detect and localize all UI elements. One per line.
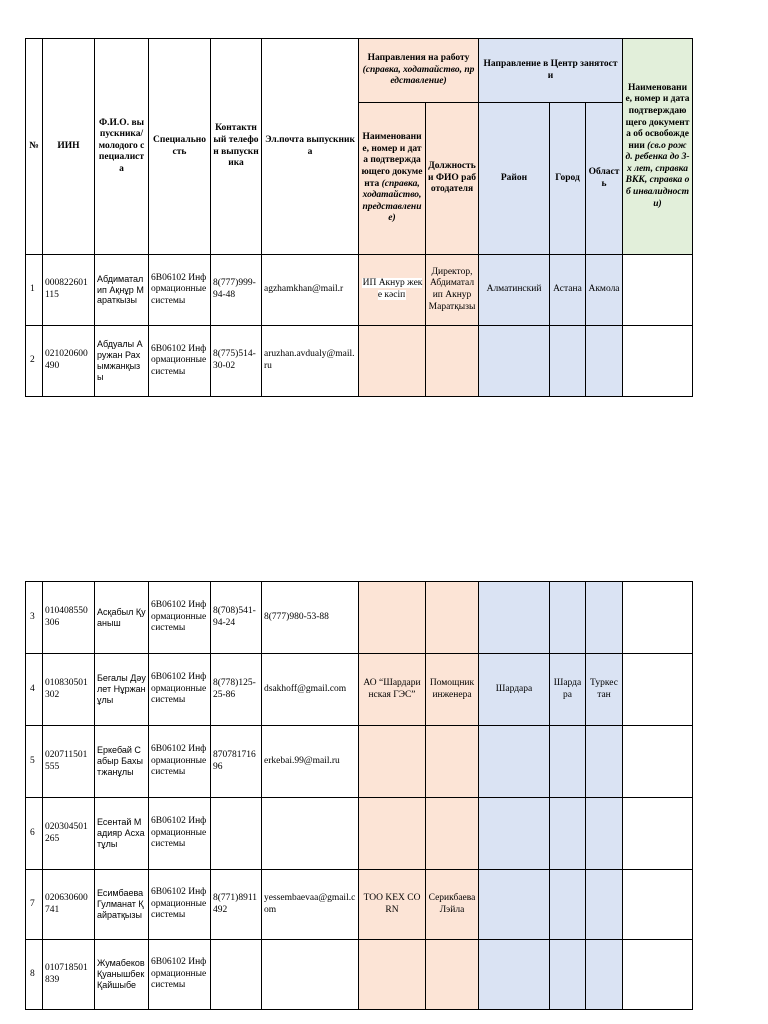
row-work-doc <box>359 798 426 870</box>
row-work-doc <box>359 726 426 798</box>
row-district <box>479 940 550 1010</box>
row-email: agzhamkhan@mail.r <box>262 255 359 326</box>
header-work-doc <box>359 103 426 255</box>
row-district <box>479 582 550 654</box>
header-specialty: Специальность <box>149 39 211 255</box>
row-num: 5 <box>26 726 43 798</box>
row-phone <box>211 798 262 870</box>
row-specialty: 6В06102 Информационные системы <box>149 870 211 940</box>
row-fio: Жумабеков Қуанышбек Қайшыбе <box>95 940 149 1010</box>
table-row <box>26 654 693 726</box>
row-phone: 8(777)999-94-48 <box>211 255 262 326</box>
row-fio: Абдуалы Аружан Рахымжанқызы <box>95 326 149 397</box>
row-district <box>479 798 550 870</box>
row-work-doc: ТОО KEX CORN <box>359 870 426 940</box>
table-row <box>26 582 693 654</box>
row-num: 1 <box>26 255 43 326</box>
header-district: Район <box>479 103 550 255</box>
header-iin: ИИН <box>43 39 95 255</box>
row-work-position <box>426 940 479 1010</box>
row-num: 8 <box>26 940 43 1010</box>
row-phone: 8(708)541-94-24 <box>211 582 262 654</box>
row-region <box>586 870 623 940</box>
row-num: 7 <box>26 870 43 940</box>
header-city: Город <box>550 103 586 255</box>
row-fio: Абдиматалип Ақнұр Мараткызы <box>95 255 149 326</box>
row-phone: 8(778)125-25-86 <box>211 654 262 726</box>
row-release <box>623 582 693 654</box>
header-work-group-sub: (справка, ходатайство, представление) <box>362 64 475 87</box>
graduates-table-page-2 <box>25 581 693 1010</box>
row-iin: 020711501555 <box>43 726 95 798</box>
row-email: 8(777)980-53-88 <box>262 582 359 654</box>
row-phone <box>211 940 262 1010</box>
row-region <box>586 940 623 1010</box>
row-city: Шардара <box>550 654 586 726</box>
row-iin: 021020600490 <box>43 326 95 397</box>
row-region <box>586 798 623 870</box>
header-phone: Контактный телефон выпускника <box>211 39 262 255</box>
row-fio: Еркебай Сабыр Бахытжанұлы <box>95 726 149 798</box>
row-district <box>479 326 550 397</box>
row-district: Алматинский <box>479 255 550 326</box>
row-release <box>623 870 693 940</box>
row-email: aruzhan.avdualy@mail.ru <box>262 326 359 397</box>
row-work-position: Директор, Абдиматалип Акнур Маратқызы <box>426 255 479 326</box>
header-region: Область <box>586 103 623 255</box>
row-region <box>586 326 623 397</box>
row-district <box>479 726 550 798</box>
row-work-doc <box>359 326 426 397</box>
row-fio: Асқабыл Қуаныш <box>95 582 149 654</box>
row-work-position <box>426 582 479 654</box>
header-work-position: Должность и ФИО работодателя <box>426 103 479 255</box>
row-work-doc-text: ИП Акнур жеке кәсіп <box>362 278 423 300</box>
row-iin: 000822601115 <box>43 255 95 326</box>
row-city <box>550 582 586 654</box>
row-work-position <box>426 726 479 798</box>
row-city <box>550 870 586 940</box>
row-iin: 010830501302 <box>43 654 95 726</box>
row-region: Акмола <box>586 255 623 326</box>
row-release <box>623 255 693 326</box>
row-work-position: Помощник инженера <box>426 654 479 726</box>
header-release-title: Наименование, номер и дата подтверждающего документа об освобождении <box>625 82 690 151</box>
row-iin: 010718501839 <box>43 940 95 1010</box>
row-specialty: 6В06102 Информационные системы <box>149 798 211 870</box>
row-specialty: 6В06102 Информационные системы <box>149 326 211 397</box>
row-fio: Есентай Мадияр Асхатұлы <box>95 798 149 870</box>
table-row <box>26 798 693 870</box>
table-row <box>26 870 693 940</box>
row-work-position: Серикбаева Лэйла <box>426 870 479 940</box>
row-num: 4 <box>26 654 43 726</box>
row-release <box>623 798 693 870</box>
row-email: erkebai.99@mail.ru <box>262 726 359 798</box>
table-body-page-2 <box>26 582 693 1010</box>
row-specialty: 6В06102 Информационные системы <box>149 726 211 798</box>
header-center-group: Направление в Центр занятости <box>479 39 623 103</box>
row-email: dsakhoff@gmail.com <box>262 654 359 726</box>
table-row <box>26 726 693 798</box>
row-region <box>586 582 623 654</box>
header-release <box>623 39 693 255</box>
header-email: Эл.почта выпускника <box>262 39 359 255</box>
row-district <box>479 870 550 940</box>
row-iin: 020630600741 <box>43 870 95 940</box>
row-work-doc: АО “Шардаринская ГЭС” <box>359 654 426 726</box>
row-release <box>623 654 693 726</box>
row-release <box>623 726 693 798</box>
row-region: Туркестан <box>586 654 623 726</box>
row-work-doc <box>359 255 426 326</box>
graduates-table-page-1 <box>25 38 693 397</box>
table-row <box>26 255 693 326</box>
row-num: 2 <box>26 326 43 397</box>
row-iin: 020304501265 <box>43 798 95 870</box>
table-body-page-1 <box>26 255 693 397</box>
header-work-group <box>359 39 479 103</box>
row-specialty: 6В06102 Информационные системы <box>149 255 211 326</box>
table-row <box>26 326 693 397</box>
row-district: Шардара <box>479 654 550 726</box>
row-phone: 87078171696 <box>211 726 262 798</box>
row-specialty: 6В06102 Информационные системы <box>149 654 211 726</box>
row-specialty: 6В06102 Информационные системы <box>149 940 211 1010</box>
row-num: 3 <box>26 582 43 654</box>
row-work-doc <box>359 582 426 654</box>
row-num: 6 <box>26 798 43 870</box>
row-city: Астана <box>550 255 586 326</box>
row-city <box>550 940 586 1010</box>
row-city <box>550 326 586 397</box>
row-work-doc <box>359 940 426 1010</box>
row-city <box>550 726 586 798</box>
row-city <box>550 798 586 870</box>
header-work-doc-title: Наименование, номер и дата подтверждающего документа <box>361 132 423 189</box>
header-num: № <box>26 39 43 255</box>
row-work-position <box>426 798 479 870</box>
row-phone: 8(775)514-30-02 <box>211 326 262 397</box>
header-release-sub: (св.о рожд. ребенка до 3-х лет, справка ВКК, справка об инвалидности) <box>625 140 690 209</box>
row-email: yessembaevaa@gmail.com <box>262 870 359 940</box>
row-iin: 010408550306 <box>43 582 95 654</box>
row-fio: Бегалы Дәулет Нұржанұлы <box>95 654 149 726</box>
row-phone: 8(771)8911492 <box>211 870 262 940</box>
row-specialty: 6В06102 Информационные системы <box>149 582 211 654</box>
row-email <box>262 940 359 1010</box>
header-work-group-title: Направления на работу <box>367 53 470 64</box>
row-fio: Есимбаева Гулманат Қайратқызы <box>95 870 149 940</box>
row-release <box>623 940 693 1010</box>
row-work-position <box>426 326 479 397</box>
row-region <box>586 726 623 798</box>
row-release <box>623 326 693 397</box>
header-work-doc-sub: (справка, ходатайство, представление) <box>362 178 422 224</box>
row-email <box>262 798 359 870</box>
table-row <box>26 940 693 1010</box>
header-fio: Ф.И.О. выпускника/ молодого специалиста <box>95 39 149 255</box>
